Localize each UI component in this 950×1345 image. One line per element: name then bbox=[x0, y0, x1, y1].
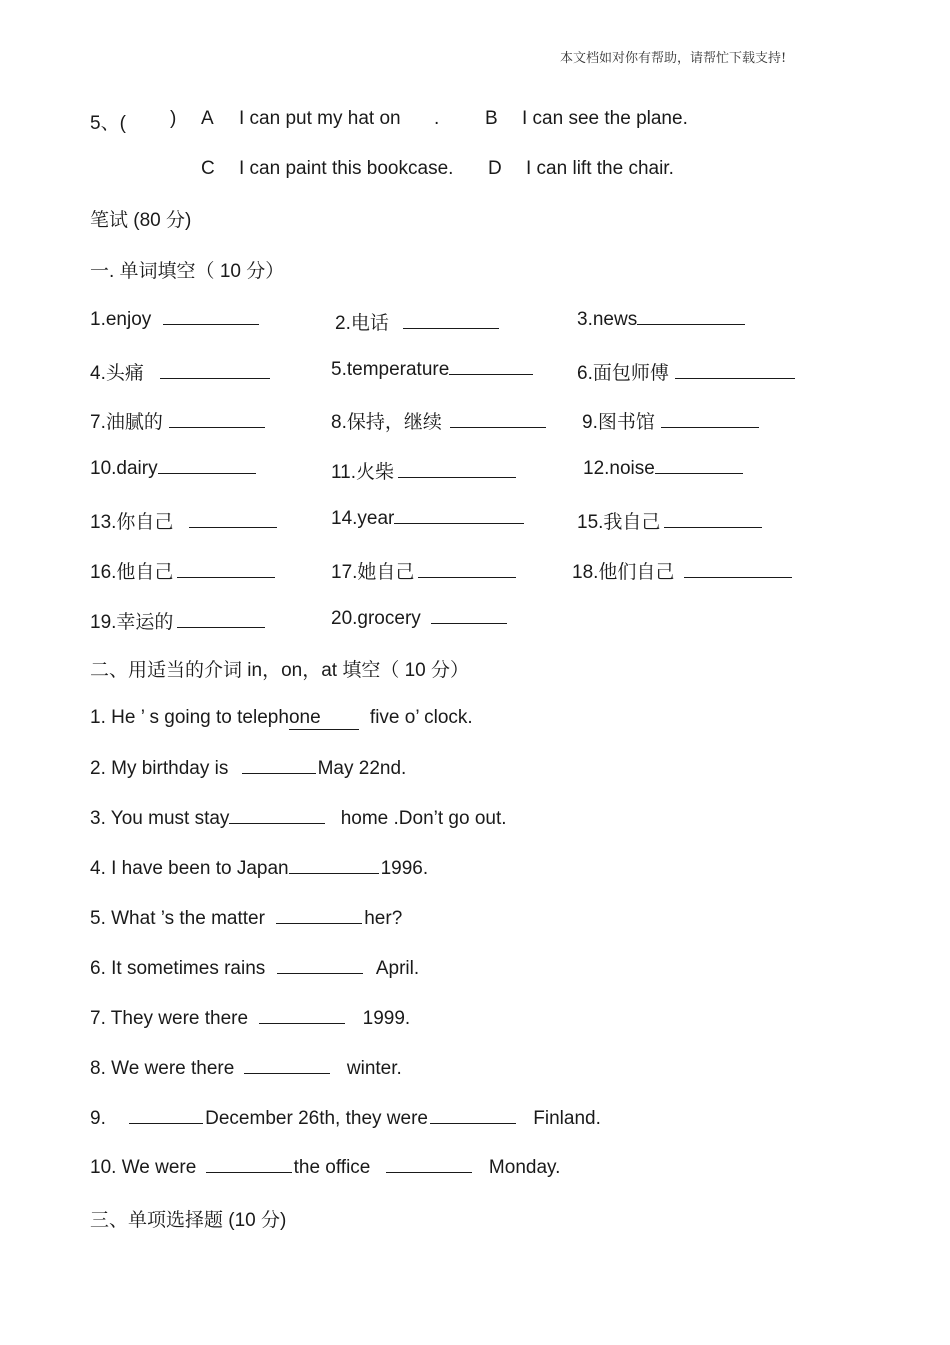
prep-question-9 bbox=[90, 1107, 601, 1130]
answer-blank[interactable] bbox=[242, 757, 316, 774]
question-text: one bbox=[288, 707, 321, 728]
q5-option-c-text: I can paint this bookcase. bbox=[239, 158, 454, 179]
answer-blank[interactable] bbox=[158, 457, 256, 474]
prep-question-8 bbox=[90, 1057, 402, 1080]
section1-title: 一. 单词填空（ 10 分） bbox=[90, 261, 285, 282]
question-text: home .Don’t go out. bbox=[340, 808, 507, 829]
prep-question-2 bbox=[90, 757, 406, 780]
vocab-item: 3.news bbox=[577, 309, 638, 330]
answer-blank[interactable] bbox=[675, 362, 795, 379]
answer-blank[interactable] bbox=[244, 1057, 330, 1074]
q5-option-c-letter: C bbox=[201, 158, 215, 179]
prep-question-4 bbox=[90, 857, 428, 880]
answer-blank[interactable] bbox=[160, 362, 270, 379]
answer-blank[interactable] bbox=[259, 1007, 345, 1024]
answer-blank[interactable] bbox=[289, 857, 379, 874]
written-section-title: 笔试 (80 分) bbox=[90, 210, 192, 231]
answer-blank[interactable] bbox=[163, 308, 259, 325]
q5-option-b-letter: B bbox=[485, 108, 498, 129]
vocab-item: 8.保持，继续 bbox=[331, 412, 442, 433]
answer-blank[interactable] bbox=[418, 561, 516, 578]
vocab-item: 4.头痛 bbox=[90, 363, 144, 384]
vocab-item: 6.面包师傅 bbox=[577, 363, 669, 384]
question-text: 8. We were there bbox=[90, 1058, 235, 1079]
answer-blank[interactable] bbox=[129, 1107, 203, 1124]
vocab-item: 14.year bbox=[331, 508, 395, 529]
question-text: 1996. bbox=[380, 858, 429, 879]
question-text: May 22nd. bbox=[317, 758, 407, 779]
question-text: five o’ clock. bbox=[369, 707, 473, 728]
question-text: 4. I have been to Japan bbox=[90, 858, 289, 879]
section2-title: 二、用适当的介词 in，on，at 填空（ 10 分） bbox=[90, 660, 470, 681]
vocab-item: 5.temperature bbox=[331, 359, 450, 380]
answer-blank[interactable] bbox=[684, 561, 792, 578]
vocab-item: 18.他们自己 bbox=[572, 562, 675, 583]
q5-option-b-text: I can see the plane. bbox=[522, 108, 688, 129]
question-text: 9. bbox=[90, 1108, 106, 1129]
question-text: 1. He ’ s going to teleph bbox=[90, 707, 289, 728]
question-text: 10. We were bbox=[90, 1157, 197, 1178]
q5-paren-close: ) bbox=[170, 108, 177, 129]
vocab-item: 15.我自己 bbox=[577, 512, 661, 533]
answer-blank[interactable] bbox=[430, 1107, 516, 1124]
question-text: Finland. bbox=[533, 1108, 601, 1129]
prep-question-1 bbox=[90, 707, 473, 730]
question-text: December 26th, they were bbox=[205, 1108, 428, 1129]
section3-title: 三、单项选择题 (10 分) bbox=[90, 1210, 287, 1231]
question-text: 5. What ’s the matter bbox=[90, 908, 265, 929]
answer-blank[interactable] bbox=[229, 807, 325, 824]
answer-blank[interactable] bbox=[398, 461, 516, 478]
q5-option-a-dot: . bbox=[434, 108, 440, 129]
question-text: 2. My birthday is bbox=[90, 758, 229, 779]
question-text: 7. They were there bbox=[90, 1008, 249, 1029]
question-text: 1999. bbox=[362, 1008, 411, 1029]
header-note: 本文档如对你有帮助，请帮忙下载支持! bbox=[560, 51, 787, 66]
vocab-item: 2.电话 bbox=[335, 313, 389, 334]
answer-blank[interactable] bbox=[394, 507, 524, 524]
vocab-item: 17.她自己 bbox=[331, 562, 415, 583]
answer-blank[interactable] bbox=[277, 957, 363, 974]
answer-blank[interactable] bbox=[655, 457, 743, 474]
vocab-item: 13.你自己 bbox=[90, 512, 174, 533]
answer-blank[interactable] bbox=[206, 1156, 292, 1173]
vocab-item: 19.幸运的 bbox=[90, 612, 174, 633]
q5-option-d-letter: D bbox=[488, 158, 502, 179]
vocab-item: 11.火柴 bbox=[331, 462, 395, 483]
prep-question-7 bbox=[90, 1007, 410, 1030]
question-text: April. bbox=[375, 958, 420, 979]
question-text: 6. It sometimes rains bbox=[90, 958, 266, 979]
prep-question-5 bbox=[90, 907, 402, 930]
question-text: 3. You must stay bbox=[90, 808, 230, 829]
prep-question-3 bbox=[90, 807, 507, 830]
answer-blank[interactable] bbox=[450, 411, 546, 428]
answer-blank[interactable] bbox=[169, 411, 265, 428]
answer-blank[interactable] bbox=[449, 358, 533, 375]
vocab-item: 7.油腻的 bbox=[90, 412, 163, 433]
question-text: the office bbox=[293, 1157, 371, 1178]
vocab-item: 20.grocery bbox=[331, 608, 421, 629]
vocab-item: 10.dairy bbox=[90, 458, 158, 479]
question-text: Monday. bbox=[488, 1157, 561, 1178]
q5-option-a-letter: A bbox=[201, 108, 214, 129]
answer-blank[interactable] bbox=[177, 611, 265, 628]
answer-blank[interactable] bbox=[664, 511, 762, 528]
question-text: winter. bbox=[346, 1058, 402, 1079]
answer-blank[interactable] bbox=[386, 1156, 472, 1173]
vocab-item: 9.图书馆 bbox=[582, 412, 655, 433]
answer-blank[interactable] bbox=[276, 907, 362, 924]
answer-blank[interactable] bbox=[637, 308, 745, 325]
answer-blank[interactable] bbox=[189, 511, 277, 528]
q5-option-a-text: I can put my hat on bbox=[239, 108, 401, 129]
answer-blank[interactable] bbox=[431, 607, 507, 624]
q5-option-d-text: I can lift the chair. bbox=[526, 158, 674, 179]
prep-question-10 bbox=[90, 1156, 560, 1179]
prep-question-6 bbox=[90, 957, 419, 980]
answer-blank[interactable] bbox=[661, 411, 759, 428]
answer-blank[interactable] bbox=[177, 561, 275, 578]
vocab-item: 1.enjoy bbox=[90, 309, 152, 330]
question-text: her? bbox=[364, 908, 403, 929]
vocab-item: 16.他自己 bbox=[90, 562, 174, 583]
answer-blank[interactable] bbox=[403, 312, 499, 329]
vocab-item: 12.noise bbox=[583, 458, 655, 479]
q5-label: 5、( bbox=[90, 113, 126, 134]
answer-blank[interactable] bbox=[289, 707, 359, 730]
